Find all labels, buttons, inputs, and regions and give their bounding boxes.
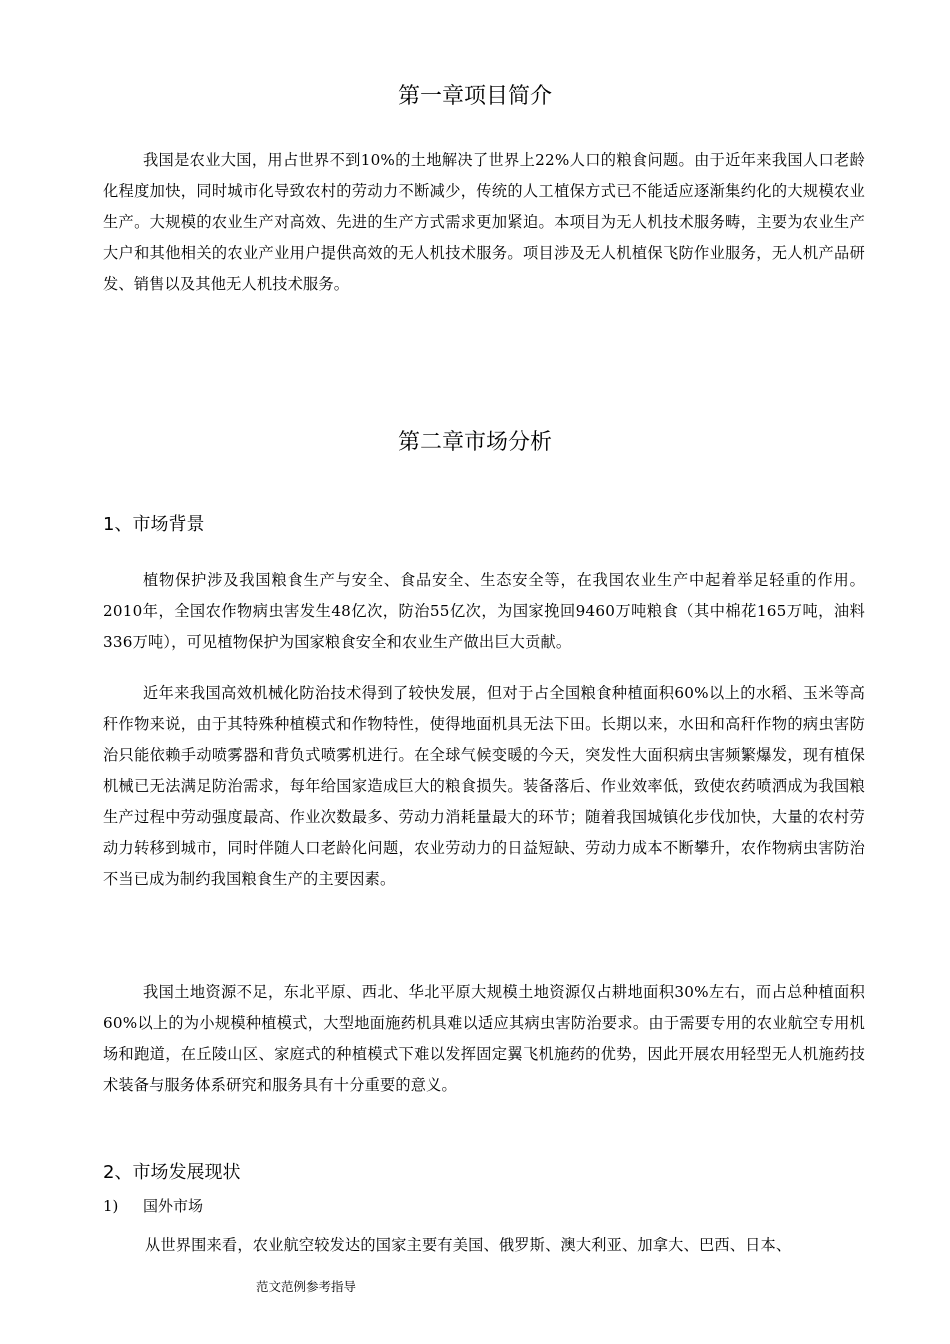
section1-paragraph-1: 植物保护涉及我国粮食生产与安全、食品安全、生态安全等，在我国农业生产中起着举足轻重的作用。2010年，全国农作物病虫害发生48亿次，防治55亿次，为国家挽回9460万吨粮食（其中棉花165万吨，油料336万吨），可见植物保护为国家粮食安全和农业生产做出巨大贡献。 [103,571,865,651]
section2-title: 2、市场发展现状 [103,1162,241,1183]
subsection-paragraph: 从世界围来看，农业航空较发达的国家主要有美国、俄罗斯、澳大利亚、加拿大、巴西、日本、 [145,1236,792,1254]
subsection-number: 1) [103,1197,119,1215]
section1-title: 1、市场背景 [103,514,205,535]
chapter2-title: 第二章市场分析 [397,430,552,455]
chapter1-title: 第一章项目简介 [397,84,552,109]
subsection-foreign-market [103,1194,203,1218]
section1-paragraph-3: 我国土地资源不足，东北平原、西北、华北平原大规模土地资源仅占耕地面积30%左右，而占总种植面积60%以上的为小规模种植模式，大型地面施药机具难以适应其病虫害防治要求。由于需要专用的农业航空专用机场和跑道，在丘陵山区、家庭式的种植模式下难以发挥固定翼飞机施药的优势，因此开展农用轻型无人机施药技术装备与服务体系研究和服务具有十分重要的意义。 [103,983,865,1094]
section1-paragraph-2: 近年来我国高效机械化防治技术得到了较快发展，但对于占全国粮食种植面积60%以上的水稻、玉米等高秆作物来说，由于其特殊种植模式和作物特性，使得地面机具无法下田。长期以来，水田和高秆作物的病虫害防治只能依赖手动喷雾器和背负式喷雾机进行。在全球气候变暖的今天，突发性大面积病虫害频繁爆发，现有植保机械已无法满足防治需求，每年给国家造成巨大的粮食损失。装备落后、作业效率低，致使农药喷洒成为我国粮生产过程中劳动强度最高、作业次数最多、劳动力消耗量最大的环节；随着我国城镇化步伐加快，大量的农村劳动力转移到城市，同时伴随人口老龄化问题，农业劳动力的日益短缺、劳动力成本不断攀升，农作物病虫害防治不当已成为制约我国粮食生产的主要因素。 [103,684,865,888]
chapter1-paragraph: 我国是农业大国，用占世界不到10%的土地解决了世界上22%人口的粮食问题。由于近年来我国人口老龄化程度加快，同时城市化导致农村的劳动力不断减少，传统的人工植保方式已不能适应逐渐集约化的大规模农业生产。大规模的农业生产对高效、先进的生产方式需求更加紧迫。本项目为无人机技术服务畴，主要为农业生产大户和其他相关的农业产业用户提供高效的无人机技术服务。项目涉及无人机植保飞防作业服务，无人机产品研发、销售以及其他无人机技术服务。 [103,151,865,293]
subsection-title: 国外市场 [143,1197,204,1215]
page-footer: 范文范例参考指导 [256,1279,357,1294]
